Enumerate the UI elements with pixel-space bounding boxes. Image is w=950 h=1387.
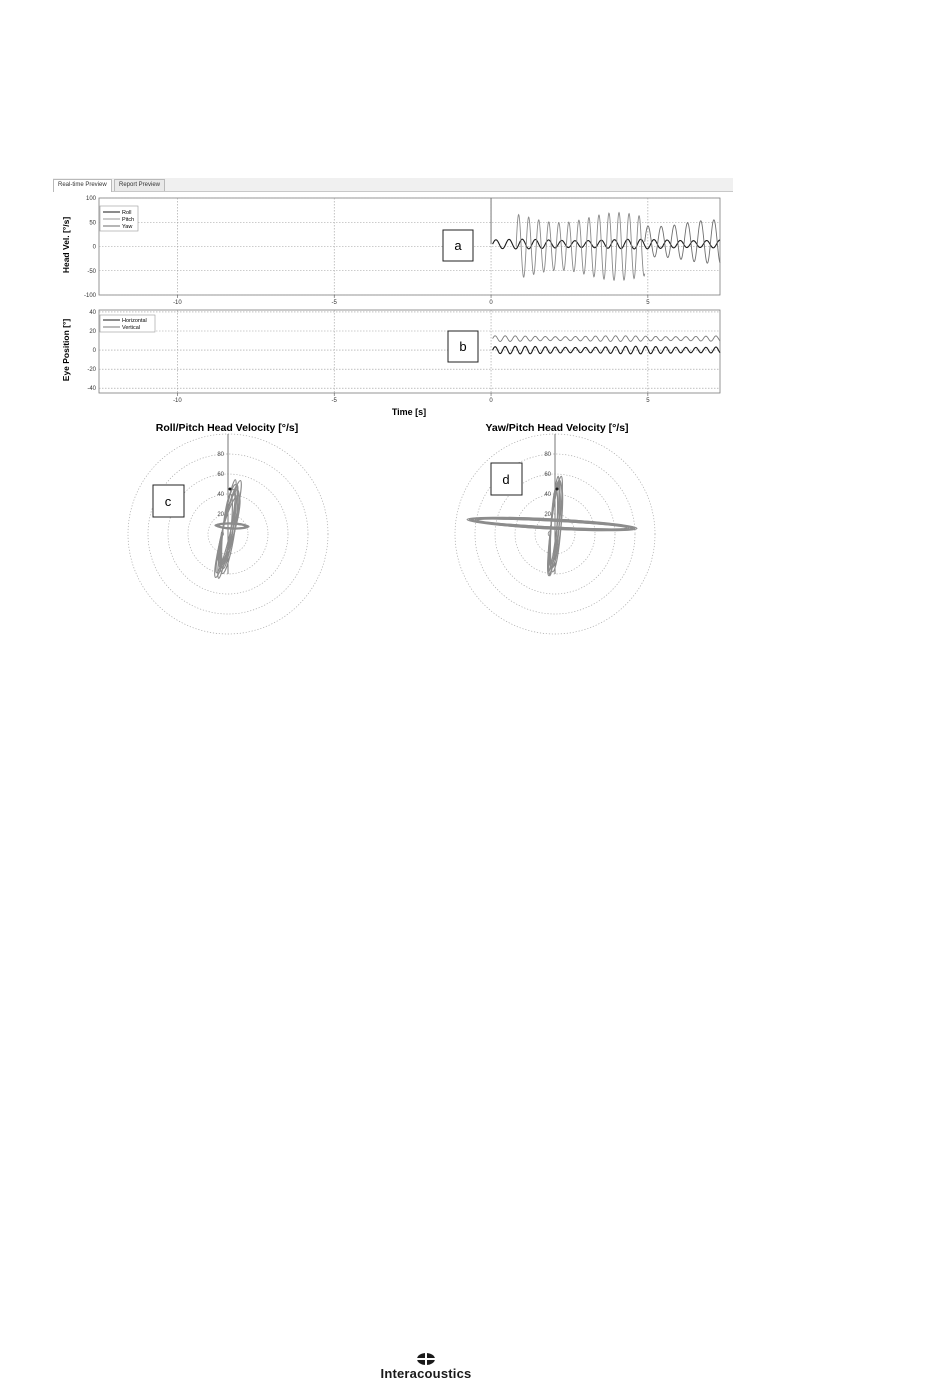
eye-ytick-label: -40: [87, 386, 96, 393]
head-ytick-label: 100: [85, 196, 96, 202]
eye-xtick-label: -10: [173, 398, 182, 404]
eye-ytick-label: 40: [89, 309, 96, 316]
eye-position-ylabel: Eye Position [°]: [61, 318, 71, 382]
tab-report-preview[interactable]: Report Preview: [114, 179, 165, 191]
head-ytick-label: -50: [87, 268, 96, 275]
polar-rtick-label: 80: [217, 452, 224, 458]
eye-position-legend: [100, 315, 155, 332]
annotation-a: [443, 230, 473, 261]
eye-ytick-label: -20: [87, 367, 96, 374]
yaw-pitch-polar-chart: [455, 422, 655, 634]
polar-marker: [229, 488, 232, 491]
eye-xtick-label: 0: [489, 398, 493, 404]
head-xtick-label: -10: [173, 300, 182, 306]
brand-name: Interacoustics: [380, 1366, 472, 1381]
eye-position-chart: [61, 310, 720, 417]
legend-vertical: Vertical: [122, 325, 141, 331]
polar-marker: [556, 488, 559, 491]
polar-rtick-label: 0: [220, 532, 224, 538]
figure-canvas: [0, 0, 950, 660]
svg-text:c: c: [164, 494, 172, 509]
svg-text:a: a: [454, 238, 462, 253]
head-velocity-ylabel: Head Vel. [°/s]: [61, 216, 71, 274]
polar-rtick-label: 20: [217, 512, 224, 518]
roll-pitch-title: Roll/Pitch Head Velocity [°/s]: [155, 422, 299, 434]
annotation-b: [448, 331, 478, 362]
head-xtick-label: -5: [331, 300, 337, 306]
head-ytick-label: -100: [83, 293, 96, 299]
legend-roll: Roll: [122, 210, 132, 216]
annotation-c: [153, 485, 184, 517]
polar-rtick-label: 60: [544, 472, 551, 478]
eye-ytick-label: 0: [92, 348, 96, 355]
polar-rtick-label: 40: [217, 492, 224, 498]
tab-real-time-preview[interactable]: Real-time Preview: [53, 179, 112, 192]
legend-horizontal: Horizontal: [122, 318, 147, 324]
head-ytick-label: 50: [89, 220, 96, 227]
annotation-d: [491, 463, 522, 495]
logo-mark-icon: [415, 1352, 437, 1366]
head-ytick-label: 0: [92, 244, 96, 251]
time-xlabel: Time [s]: [391, 407, 427, 417]
legend-yaw: Yaw: [122, 224, 133, 230]
eye-position-plot-area: [99, 310, 720, 393]
polar-rtick-label: 60: [217, 472, 224, 478]
interacoustics-logo: [360, 1352, 492, 1382]
polar-rtick-label: 0: [547, 532, 551, 538]
polar-rtick-label: 80: [544, 452, 551, 458]
polar-rtick-label: 40: [544, 492, 551, 498]
polar-rtick-label: 20: [544, 512, 551, 518]
head-xtick-label: 0: [489, 300, 493, 306]
yaw-pitch-title: Yaw/Pitch Head Velocity [°/s]: [485, 422, 629, 434]
roll-pitch-polar-chart: [128, 422, 328, 634]
eye-ytick-label: 20: [89, 328, 96, 335]
eye-xtick-label: 5: [646, 398, 650, 404]
head-xtick-label: 5: [646, 300, 650, 306]
head-velocity-legend: [100, 206, 138, 231]
head-velocity-chart: [61, 196, 720, 306]
eye-xtick-label: -5: [331, 398, 337, 404]
svg-text:d: d: [502, 472, 510, 487]
svg-text:b: b: [459, 339, 467, 354]
legend-pitch: Pitch: [122, 217, 135, 223]
